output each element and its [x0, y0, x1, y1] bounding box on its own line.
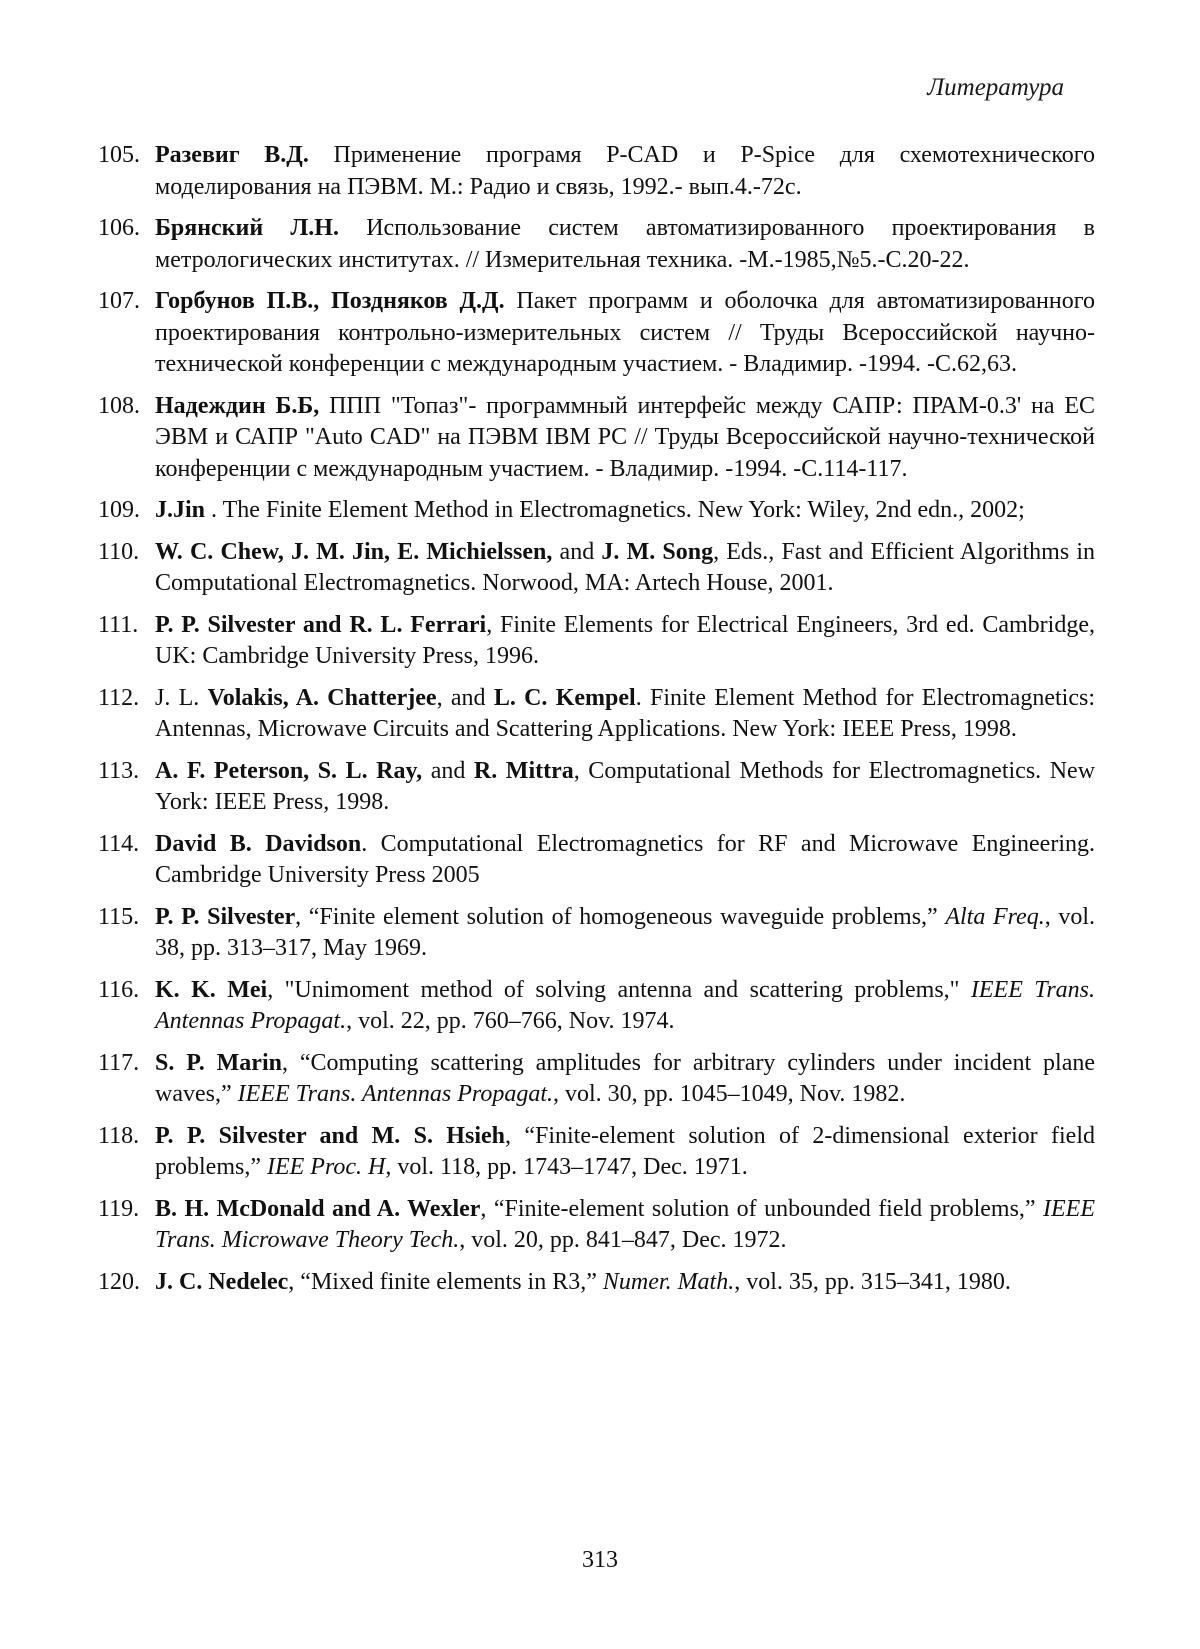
reference-authors: K. K. Mei	[155, 976, 268, 1003]
reference-item	[98, 1267, 1095, 1299]
reference-number: 117.	[98, 1049, 140, 1076]
reference-authors: L. C. Kempel	[493, 684, 636, 711]
reference-number: 107.	[98, 288, 140, 314]
reference-authors: Горбунов П.В., Поздняков Д.Д.	[155, 288, 505, 314]
reference-text: . Finite Element Method for Electromagnetics: Antennas, Microwave Circuits and Scattering Applications. New York: IEEE Press, 1998.	[155, 684, 1096, 742]
reference-number: 113.	[98, 757, 140, 784]
reference-item	[98, 683, 1095, 746]
reference-authors: A. F. Peterson, S. L. Ray,	[155, 757, 423, 784]
reference-authors: W. C. Chew, J. M. Jin, E. Michielssen,	[155, 538, 553, 565]
reference-journal: IEEE Trans. Antennas Propagat.	[237, 1081, 553, 1107]
reference-item	[98, 610, 1095, 673]
reference-journal: IEE Proc. H	[266, 1154, 386, 1180]
reference-number: 120.	[98, 1268, 140, 1295]
reference-text: , Eds., Fast and Efficient Algorithms in Computational Electromagnetics. Norwood, MA: Artech House, 2001.	[155, 538, 1096, 596]
reference-text: , vol. 35, pp. 315–341, 1980.	[734, 1268, 1011, 1295]
reference-item	[98, 829, 1095, 892]
reference-journal: Alta Freq.	[945, 903, 1045, 930]
reference-authors: R. Mittra	[473, 757, 574, 784]
reference-item	[98, 495, 1095, 527]
reference-item	[98, 537, 1095, 600]
reference-item	[98, 391, 1095, 486]
reference-item	[98, 1121, 1095, 1184]
reference-authors: P. P. Silvester	[155, 903, 296, 930]
reference-item	[98, 902, 1095, 965]
reference-item	[98, 756, 1095, 819]
reference-text: Пакет программ и оболочка для автоматизированного проектирования контрольно-измерительных систем // Труды Всероссийской научно-технической конференции с международным участием. - Владимир. -1994. -С.62,63.	[155, 288, 1095, 377]
reference-text: , “Mixed finite elements in R3,”	[288, 1268, 603, 1295]
reference-journal: Numer. Math.	[602, 1268, 735, 1295]
reference-item	[98, 286, 1095, 381]
reference-text: Использование систем автоматизированного проектирования в метрологических институтах. // Измерительная техника. -М.-1985,№5.-С.20-22.	[155, 215, 1095, 273]
reference-authors: B. H. McDonald and A. Wexler	[155, 1195, 481, 1222]
reference-item	[98, 140, 1095, 203]
reference-number: 106.	[98, 215, 140, 241]
reference-text: , Finite Elements for Electrical Engineers, 3rd ed. Cambridge, UK: Cambridge University Press, 1996.	[155, 611, 1095, 669]
reference-journal: IEEE Trans. Microwave Theory Tech.	[155, 1195, 1095, 1253]
reference-text: , vol. 38, pp. 313–317, May 1969.	[155, 903, 1096, 961]
reference-number: 111.	[98, 611, 139, 638]
reference-text: , Computational Methods for Electromagnetics. New York: IEEE Press, 1998.	[155, 757, 1096, 815]
reference-number: 115.	[98, 903, 140, 930]
reference-text: ППП "Топаз"- программный интерфейс между САПР: ПРАМ-0.3' на ЕС ЭВМ и САПР "Auto CAD" на ПЭВМ IBM PC // Труды Всероссийской научно-технической конференции с международным участием. - Владимир. -1994. -С.114-117.	[155, 392, 1095, 482]
reference-text: . The Finite Element Method in Electromagnetics. New York: Wiley, 2nd edn., 2002;	[205, 497, 1025, 523]
reference-text: , “Computing scattering amplitudes for arbitrary cylinders under incident plane waves,”	[155, 1049, 1096, 1107]
reference-text: J. L.	[155, 684, 208, 711]
reference-text: , vol. 20, pp. 841–847, Dec. 1972.	[459, 1227, 787, 1253]
reference-number: 112.	[98, 684, 140, 711]
reference-authors: Надеждин Б.Б,	[155, 392, 320, 419]
reference-item	[98, 1048, 1095, 1111]
reference-text: , vol. 30, pp. 1045–1049, Nov. 1982.	[552, 1081, 906, 1107]
reference-list	[98, 140, 1095, 1308]
reference-text: , "Unimoment method of solving antenna and scattering problems,"	[267, 976, 971, 1003]
reference-authors: P. P. Silvester and R. L. Ferrari	[155, 611, 487, 638]
reference-authors: J. C. Nedelec	[155, 1268, 289, 1295]
reference-text: , “Finite-element solution of 2-dimensional exterior field problems,”	[155, 1122, 1095, 1180]
reference-item	[98, 213, 1095, 276]
reference-authors: David B. Davidson	[155, 830, 362, 857]
reference-authors: P. P. Silvester and M. S. Hsieh	[155, 1122, 505, 1149]
reference-text: , and	[436, 684, 494, 711]
reference-text: Применение програмя P-CAD и P-Spice для схемотехнического моделирования на ПЭВМ. М.: Радио и связь, 1992.- вып.4.-72с.	[155, 142, 1096, 200]
reference-number: 108.	[98, 392, 140, 419]
reference-item	[98, 975, 1095, 1038]
page-number: 313	[582, 1547, 618, 1573]
reference-text: , vol. 118, pp. 1743–1747, Dec. 1971.	[385, 1154, 748, 1180]
reference-authors: Брянский Л.Н.	[155, 215, 339, 241]
reference-text: and	[552, 538, 602, 565]
reference-text: , vol. 22, pp. 760–766, Nov. 1974.	[346, 1008, 675, 1034]
reference-number: 114.	[98, 830, 140, 857]
reference-item	[98, 1194, 1095, 1257]
reference-authors: J. M. Song	[601, 538, 714, 565]
reference-number: 116.	[98, 976, 140, 1003]
reference-text: , “Finite element solution of homogeneous waveguide problems,”	[295, 903, 946, 930]
reference-number: 109.	[98, 497, 140, 523]
reference-text: . Computational Electromagnetics for RF and Microwave Engineering. Cambridge University Press 2005	[155, 830, 1095, 888]
reference-number: 118.	[98, 1122, 140, 1149]
reference-text: and	[422, 757, 474, 784]
reference-authors: J.Jin	[155, 497, 206, 523]
reference-journal: IEEE Trans. Antennas Propagat.	[155, 976, 1095, 1034]
reference-text: , “Finite-element solution of unbounded field problems,”	[480, 1195, 1044, 1222]
reference-authors: Volakis, A. Chatterjee	[207, 684, 437, 711]
reference-authors: S. P. Marin	[155, 1049, 282, 1076]
reference-number: 110.	[98, 538, 140, 565]
running-header: Литература	[927, 74, 1064, 101]
reference-number: 105.	[98, 142, 140, 168]
reference-authors: Разевиг В.Д.	[155, 142, 309, 168]
reference-number: 119.	[98, 1195, 140, 1222]
